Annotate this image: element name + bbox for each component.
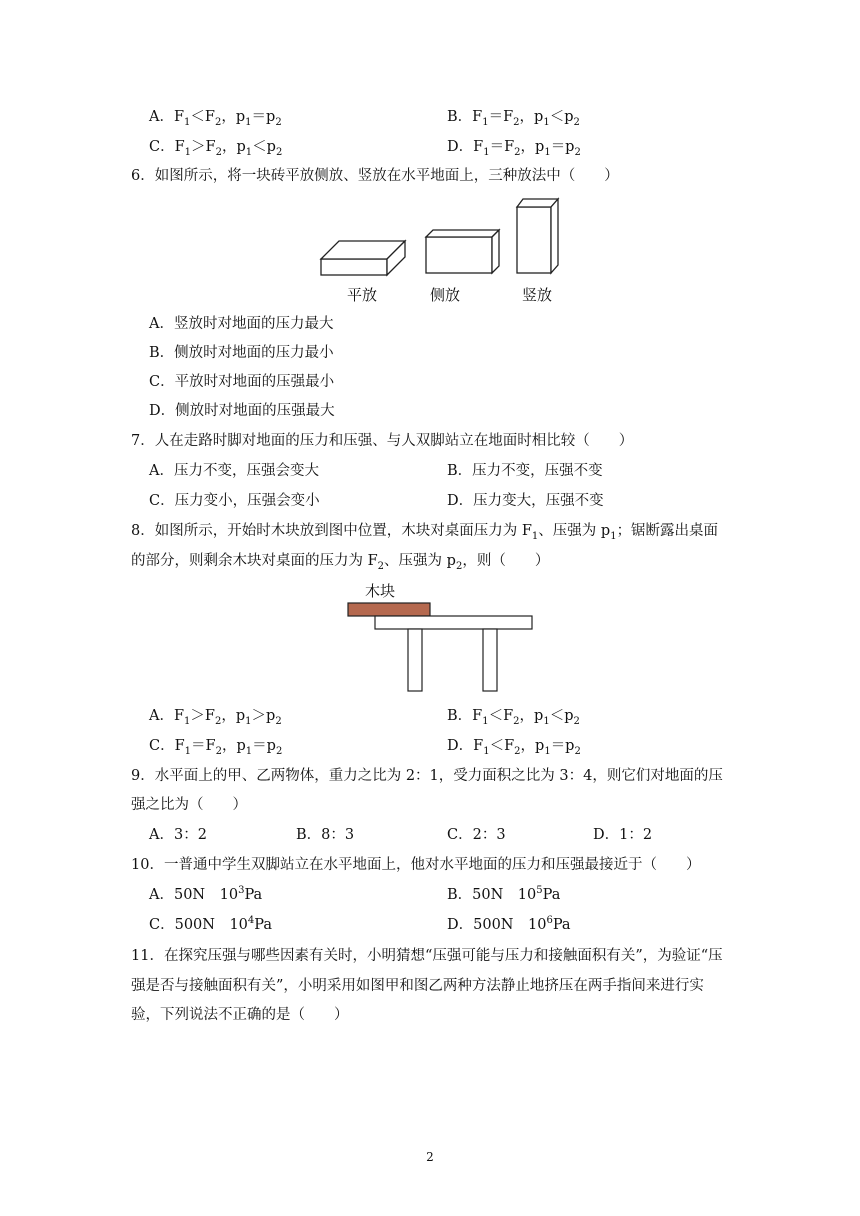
q8-stem-line1: 8．如图所示，开始时木块放到图中位置，木块对桌面压力为 $F_1$、压强为 $p_1$；锯断露出桌面 — [131, 523, 719, 542]
q8-table-figure — [345, 580, 540, 695]
wood-block — [348, 603, 430, 616]
q8-option-a: A．$F_1>F_2$，$p_1>p_2$ — [149, 708, 282, 727]
q9-option-b: B．8：3 — [296, 827, 355, 843]
q6-brick-figure — [315, 193, 565, 308]
q10-option-a: A．50N $10^3Pa$ — [149, 885, 263, 903]
q7-option-c: C．压力变小，压强会变小 — [149, 493, 320, 509]
q9-option-d: D．1：2 — [593, 827, 653, 843]
q5-option-d: D．$F_1=F_2$，$p_1=p_2$ — [447, 139, 581, 158]
q6-option-c: C．平放时对地面的压强最小 — [149, 374, 335, 390]
q10-option-c: C．500N $10^4Pa$ — [149, 915, 273, 933]
q11-line1: 11．在探究压强与哪些因素有关时，小明猜想“压强可能与压力和接触面积有关”，为验证“压 — [131, 948, 723, 964]
q9-option-c: C．2：3 — [447, 827, 506, 843]
flat-label: 平放 — [347, 286, 378, 304]
q7-stem: 7．人在走路时脚对地面的压力和压强、与人双脚站立在地面时相比较（ ） — [131, 433, 634, 449]
upright-label: 竖放 — [522, 286, 553, 304]
q5-option-a: A．$F_1<F_2$，$p_1=p_2$ — [149, 109, 282, 128]
q7-option-d: D．压力变大，压强不变 — [447, 493, 604, 509]
q9-stem-line1: 9．水平面上的甲、乙两物体，重力之比为 2：1，受力面积之比为 3：4，则它们对地面的压 — [131, 768, 723, 784]
table-leg-left — [408, 629, 422, 691]
q10-stem: 10．一普通中学生双脚站立在水平地面上，他对水平地面的压力和压强最接近于（ ） — [131, 857, 701, 873]
upright-brick — [517, 199, 558, 273]
q11-line2: 强是否与接触面积有关”，小明采用如图甲和图乙两种方法静止地挤压在两手指间来进行实 — [131, 978, 704, 994]
page-number: 2 — [426, 1150, 434, 1164]
q9-option-a: A．3：2 — [149, 827, 207, 843]
q6-option-d: D．侧放时对地面的压强最大 — [149, 403, 335, 419]
q6-option-b: B．侧放时对地面的压力最小 — [149, 345, 334, 361]
q8-option-d: D．$F_1<F_2$，$p_1=p_2$ — [447, 738, 581, 757]
q9-stem-line2: 强之比为（ ） — [131, 797, 247, 813]
q8-stem-line2: 的部分，则剩余木块对桌面的压力为 $F_2$、压强为 $p_2$，则（ ） — [131, 553, 550, 572]
q5-option-c: C．$F_1>F_2$，$p_1<p_2$ — [149, 139, 283, 158]
q10-option-b: B．50N $10^5Pa$ — [447, 885, 561, 903]
table-leg-right — [483, 629, 497, 691]
q8-option-b: B．$F_1<F_2$，$p_1<p_2$ — [447, 708, 580, 727]
flat-brick — [321, 241, 405, 275]
table-top — [375, 616, 532, 629]
wood-block-label: 木块 — [365, 582, 396, 600]
q10-option-d: D．500N $10^6Pa$ — [447, 915, 571, 933]
q11-line3: 验，下列说法不正确的是（ ） — [131, 1007, 349, 1023]
q5-option-b: B．$F_1=F_2$，$p_1<p_2$ — [447, 109, 580, 128]
q7-option-b: B．压力不变，压强不变 — [447, 463, 603, 479]
side-label: 侧放 — [430, 286, 461, 304]
q7-option-a: A．压力不变，压强会变大 — [149, 463, 319, 479]
q6-stem: 6．如图所示，将一块砖平放侧放、竖放在水平地面上，三种放法中（ ） — [131, 168, 619, 184]
side-brick — [426, 230, 499, 273]
q6-option-a: A．竖放时对地面的压力最大 — [149, 316, 334, 332]
q8-option-c: C．$F_1=F_2$，$p_1=p_2$ — [149, 738, 283, 757]
